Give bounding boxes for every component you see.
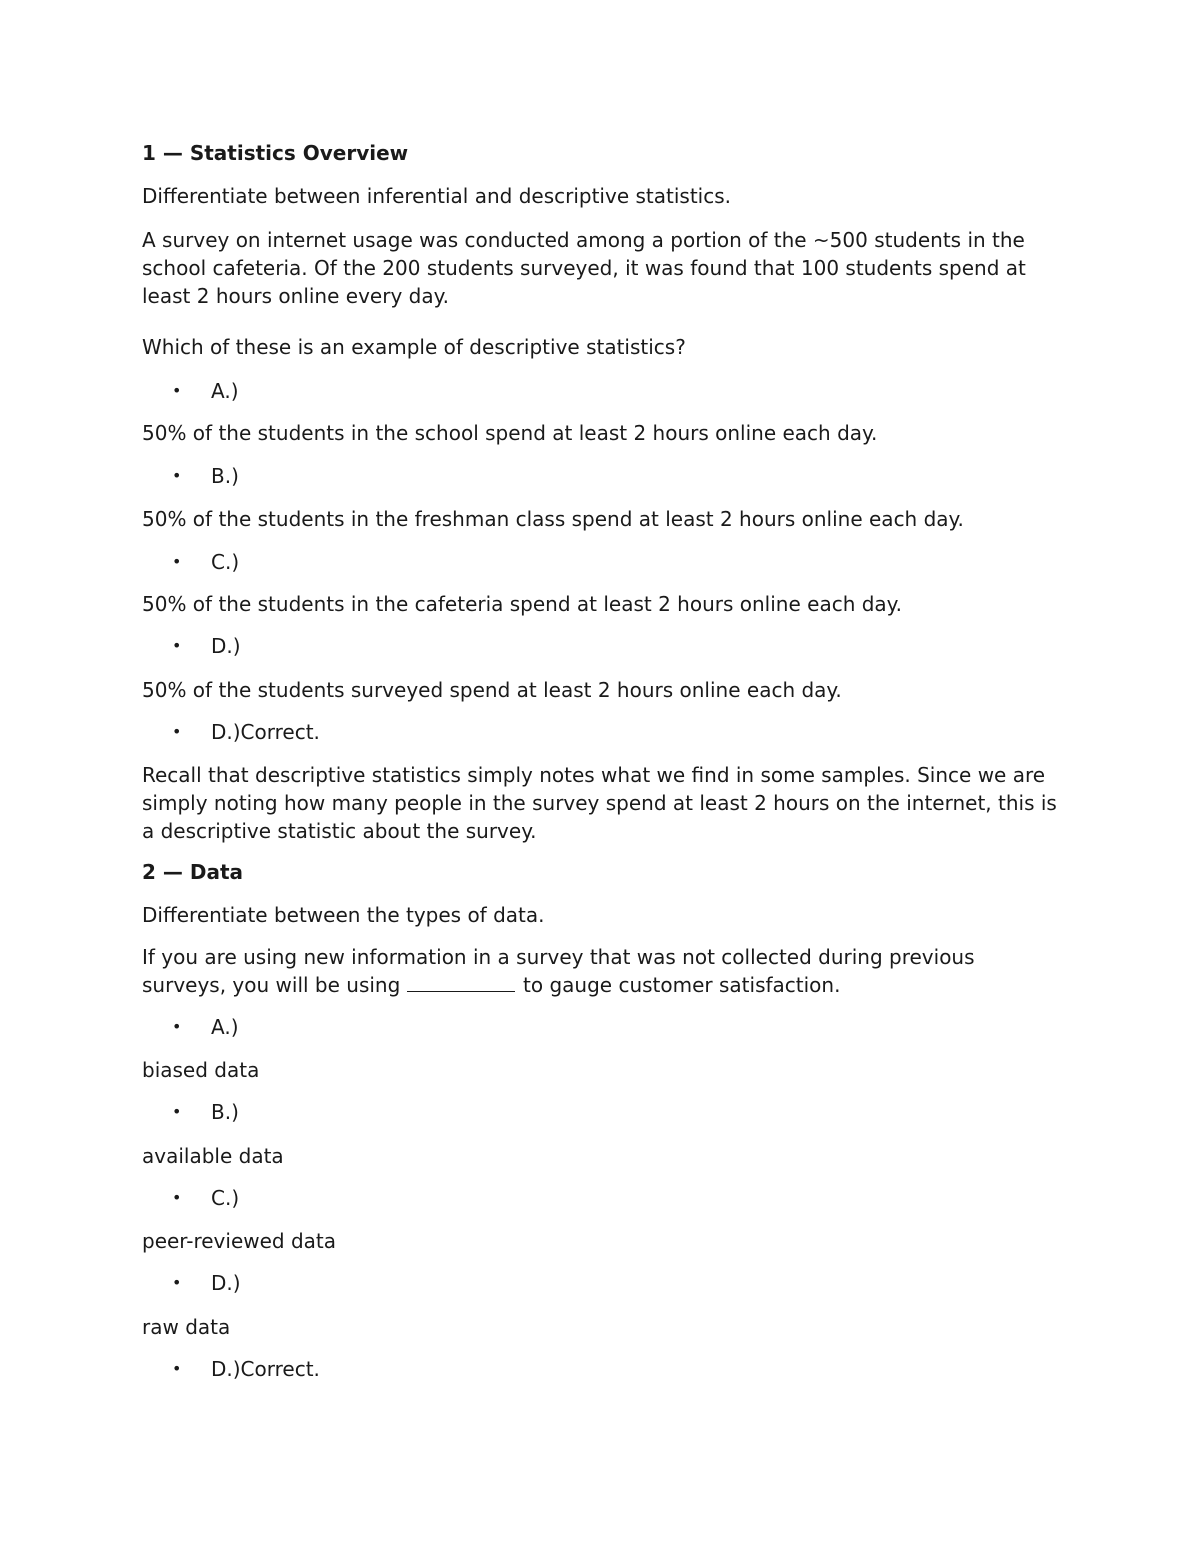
option-label: D.) — [211, 634, 241, 658]
question-text-start: If you are using new information in a survey that was not collected during previous surveys, you will be using — [142, 945, 975, 997]
section-1-explanation: Recall that descriptive statistics simply notes what we find in some samples. Since we are simply noting how many people in the survey spend at least 2 hours on the internet, this is a descriptive statistic about the survey. — [142, 763, 1057, 843]
option-bullet — [172, 1184, 239, 1212]
option-label: A.) — [211, 1015, 239, 1039]
option-label: D.) — [211, 1271, 241, 1295]
option-label: B.) — [211, 1100, 239, 1124]
section-1-heading: 1 — Statistics Overview — [142, 141, 409, 165]
correct-answer: D.)Correct. — [211, 1357, 320, 1381]
option-bullet — [172, 1098, 239, 1126]
answer-bullet — [172, 1355, 320, 1383]
bullet-icon: • — [172, 636, 182, 655]
option-text: available data — [142, 1144, 284, 1168]
option-label: C.) — [211, 550, 240, 574]
option-text: 50% of the students in the freshman class spend at least 2 hours online each day. — [142, 507, 964, 531]
fill-in-blank — [407, 971, 515, 992]
option-label: B.) — [211, 464, 239, 488]
option-bullet — [172, 1013, 239, 1041]
bullet-icon: • — [172, 722, 182, 741]
option-bullet — [172, 1269, 241, 1297]
option-text: 50% of the students in the cafeteria spend at least 2 hours online each day. — [142, 592, 903, 616]
bullet-icon: • — [172, 1188, 182, 1207]
option-bullet — [172, 462, 239, 490]
option-text: raw data — [142, 1315, 231, 1339]
option-bullet — [172, 632, 241, 660]
bullet-icon: • — [172, 552, 182, 571]
option-bullet — [172, 548, 239, 576]
option-label: A.) — [211, 379, 239, 403]
bullet-icon: • — [172, 1102, 182, 1121]
bullet-icon: • — [172, 1273, 182, 1292]
section-2-heading: 2 — Data — [142, 860, 243, 884]
answer-bullet — [172, 718, 320, 746]
option-text: 50% of the students surveyed spend at least 2 hours online each day. — [142, 678, 842, 702]
correct-answer: D.)Correct. — [211, 720, 320, 744]
question-text-end: to gauge customer satisfaction. — [523, 973, 841, 997]
section-2-objective: Differentiate between the types of data. — [142, 903, 545, 927]
option-label: C.) — [211, 1186, 240, 1210]
bullet-icon: • — [172, 1359, 182, 1378]
option-bullet — [172, 377, 239, 405]
bullet-icon: • — [172, 381, 182, 400]
option-text: 50% of the students in the school spend at least 2 hours online each day. — [142, 421, 878, 445]
option-text: peer-reviewed data — [142, 1229, 337, 1253]
option-text: biased data — [142, 1058, 260, 1082]
section-1-objective: Differentiate between inferential and descriptive statistics. — [142, 184, 731, 208]
section-1-prompt: A survey on internet usage was conducted among a portion of the ~500 students in the school cafeteria. Of the 200 students surveyed, it was found that 100 students spend at least 2 hours online every day. — [142, 228, 1026, 308]
section-2-question — [142, 943, 1062, 999]
bullet-icon: • — [172, 1017, 182, 1036]
bullet-icon: • — [172, 466, 182, 485]
section-1-question: Which of these is an example of descriptive statistics? — [142, 335, 686, 359]
